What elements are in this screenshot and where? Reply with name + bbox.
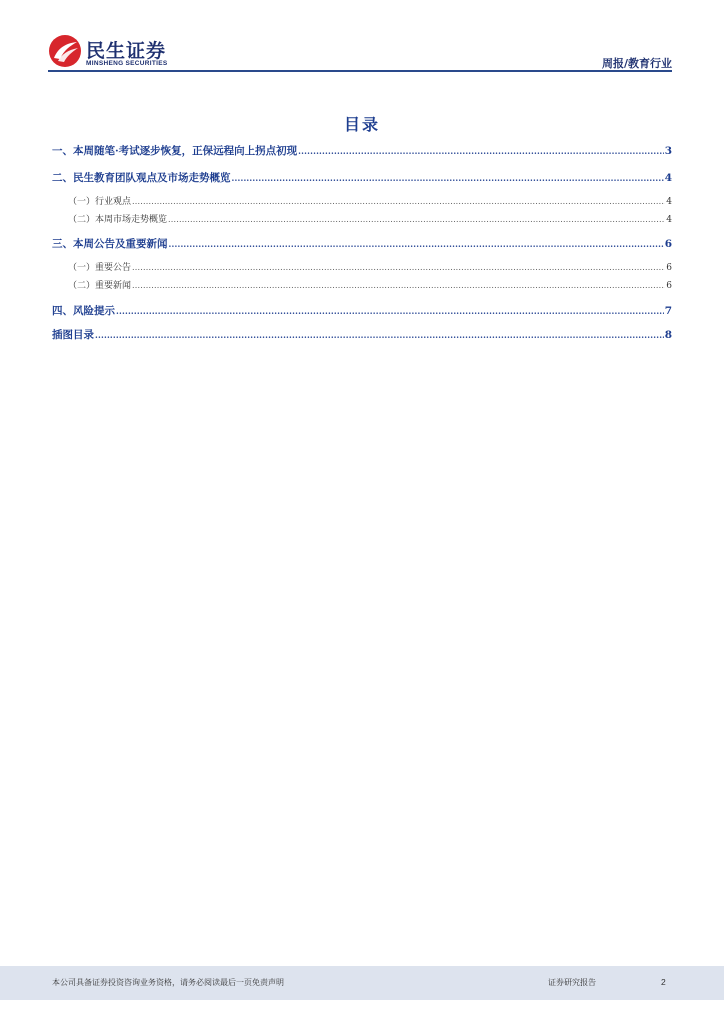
toc-entry-page: 6 bbox=[666, 281, 672, 291]
header-divider bbox=[48, 70, 672, 72]
toc-entry[interactable] bbox=[52, 303, 672, 319]
toc-leader-dots bbox=[132, 281, 665, 290]
toc-entry-label: （二）本周市场走势概览 bbox=[68, 215, 168, 225]
toc-entry-page: 3 bbox=[664, 145, 672, 157]
toc-leader-dots bbox=[298, 146, 664, 156]
toc-leader-dots bbox=[232, 173, 664, 183]
logo-english-name: MINSHENG SECURITIES bbox=[86, 60, 168, 67]
page-header bbox=[0, 0, 724, 80]
toc-entry[interactable] bbox=[52, 143, 672, 159]
toc-entry-label: （一）重要公告 bbox=[68, 263, 132, 273]
toc-leader-dots bbox=[116, 306, 664, 316]
toc-entry-label: 二、民生教育团队观点及市场走势概览 bbox=[52, 172, 231, 184]
toc-entry[interactable] bbox=[52, 236, 672, 252]
toc-subentry[interactable] bbox=[52, 278, 672, 294]
toc-entry[interactable] bbox=[52, 170, 672, 186]
toc-leader-dots bbox=[132, 197, 665, 206]
toc-leader-dots bbox=[95, 330, 664, 340]
toc-entry-page: 6 bbox=[666, 263, 672, 273]
toc-entry-page: 7 bbox=[664, 305, 672, 317]
footer-disclaimer: 本公司具备证券投资咨询业务资格，请务必阅读最后一页免责声明 bbox=[52, 978, 284, 987]
footer-doc-type: 证券研究报告 bbox=[548, 978, 596, 987]
report-type-label: 周报/教育行业 bbox=[601, 57, 672, 70]
toc-subentry[interactable] bbox=[52, 194, 672, 210]
toc-entry-page: 4 bbox=[666, 215, 672, 225]
toc-entry-page: 4 bbox=[666, 197, 672, 207]
toc-entry-label: 三、本周公告及重要新闻 bbox=[52, 238, 168, 250]
toc-entry-page: 4 bbox=[664, 172, 672, 184]
toc-leader-dots bbox=[169, 239, 664, 249]
page-number: 2 bbox=[661, 977, 666, 987]
toc-entry-label: 四、风险提示 bbox=[52, 305, 115, 317]
minsheng-logo-icon bbox=[48, 34, 82, 68]
toc-subentry[interactable] bbox=[52, 212, 672, 228]
toc-entry-page: 8 bbox=[664, 329, 672, 341]
toc-title: 目录 bbox=[343, 115, 380, 134]
toc-entry-label: （一）行业观点 bbox=[68, 197, 132, 207]
company-logo bbox=[48, 34, 188, 70]
toc-leader-dots bbox=[132, 263, 665, 272]
logo-chinese-name: 民生证券 bbox=[86, 40, 167, 62]
toc-leader-dots bbox=[168, 215, 665, 224]
toc-entry-page: 6 bbox=[664, 238, 672, 250]
toc-subentry[interactable] bbox=[52, 260, 672, 276]
toc-entry-label: 一、本周随笔·考试逐步恢复，正保远程向上拐点初现 bbox=[52, 145, 298, 157]
toc-entry-label: 插图目录 bbox=[52, 329, 94, 341]
page-footer bbox=[0, 966, 724, 1000]
toc-entry-label: （二）重要新闻 bbox=[68, 281, 132, 291]
toc-entry[interactable] bbox=[52, 327, 672, 343]
